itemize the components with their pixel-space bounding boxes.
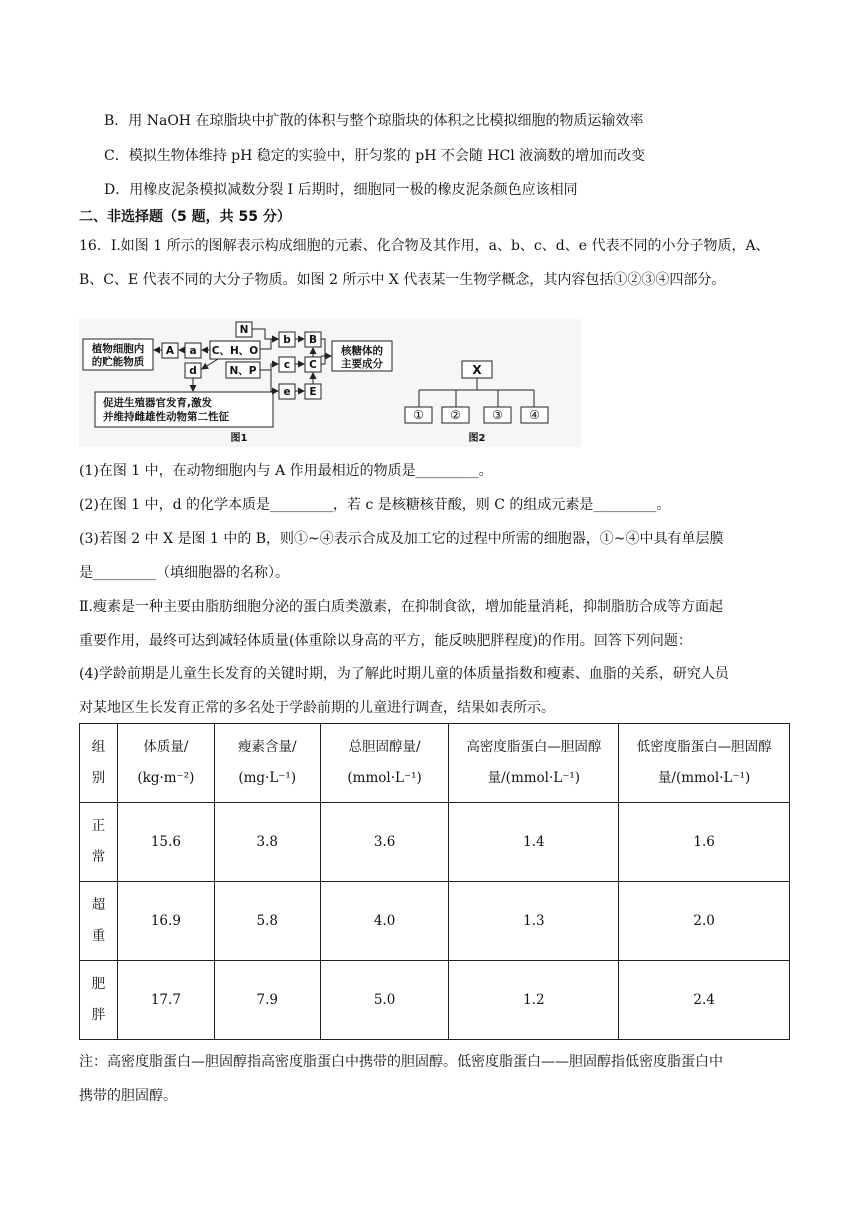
node-CHO: C、H、O — [211, 345, 259, 357]
group-cell: 超 重 — [80, 882, 118, 961]
header-ldl: 低密度脂蛋白—胆固醇 量/(mmol·L⁻¹) — [619, 724, 790, 803]
value-cell: 17.7 — [117, 961, 214, 1040]
q16-part3-line1: (3)若图 2 中 X 是图 1 中的 B，则①~④表示合成及加工它的过程中所需的细胞器，①~④中具有单层膜 — [79, 531, 724, 547]
node-NP: N、P — [229, 365, 257, 377]
node-c: c — [283, 359, 291, 371]
hormone-label-line2: 并维持雌雄性动物第二性征 — [103, 411, 229, 423]
table-note-line1: 注：高密度脂蛋白—胆固醇指高密度脂蛋白中携带的胆固醇。低密度脂蛋白——胆固醇指低密度脂蛋白中 — [79, 1054, 723, 1070]
value-cell: 4.0 — [320, 882, 449, 961]
figure2-caption: 图2 — [468, 433, 486, 444]
hormone-label-line1: 促进生殖器官发育,激发 — [103, 397, 212, 409]
q16-part4-line1: (4)学龄前期是儿童生长发育的关键时期，为了解此时期儿童的体质量指数和瘦素、血脂的关系，研究人员 — [79, 666, 729, 682]
node-d: d — [189, 365, 197, 377]
q16-part4-line2: 对某地区生长发育正常的多名处于学龄前期的儿童进行调查，结果如表所示。 — [79, 700, 555, 716]
header-hdl: 高密度脂蛋白—胆固醇 量/(mmol·L⁻¹) — [449, 724, 619, 803]
header-leptin: 瘦素含量/ (mg·L⁻¹) — [214, 724, 320, 803]
q16-intro-line1: 16．I.如图 1 所示的图解表示构成细胞的元素、化合物及其作用，a、b、c、d、e 代表不同的小分子物质，A、 — [79, 238, 770, 254]
storage-label-line1: 植物细胞内 — [91, 343, 145, 355]
value-cell: 5.8 — [214, 882, 320, 961]
q16-part1: (1)在图 1 中，在动物细胞内与 A 作用最相近的物质是_________。 — [79, 463, 493, 479]
table-row — [80, 961, 790, 1040]
value-cell: 1.4 — [449, 803, 619, 882]
option-b: B．用 NaOH 在琼脂块中扩散的体积与整个琼脂块的体积之比模拟细胞的物质运输效率 — [104, 113, 644, 129]
value-cell: 2.4 — [619, 961, 790, 1040]
node-1: ① — [413, 408, 424, 422]
value-cell: 5.0 — [320, 961, 449, 1040]
value-cell: 1.2 — [449, 961, 619, 1040]
table-row — [80, 882, 790, 961]
node-2: ② — [450, 408, 461, 422]
survey-table — [79, 723, 790, 1040]
node-E: E — [309, 386, 317, 398]
group-cell: 肥 胖 — [80, 961, 118, 1040]
q16-part3-line2: 是_________（填细胞器的名称）。 — [79, 565, 289, 581]
group-cell: 正 常 — [80, 803, 118, 882]
node-C: C — [309, 359, 317, 371]
q16-intro-line2: B、C、E 代表不同的大分子物质。如图 2 所示中 X 代表某一生物学概念，其内容包括①②③④四部分。 — [79, 272, 726, 288]
node-N: N — [239, 324, 249, 336]
header-total-cholesterol: 总胆固醇量/ (mmol·L⁻¹) — [320, 724, 449, 803]
section-title: 二、非选择题（5 题，共 55 分） — [79, 209, 291, 225]
table-row — [80, 803, 790, 882]
value-cell: 1.6 — [619, 803, 790, 882]
table-note-line2: 携带的胆固醇。 — [79, 1088, 177, 1104]
part2-intro-line1: Ⅱ.瘦素是一种主要由脂肪细胞分泌的蛋白质类激素，在抑制食欲，增加能量消耗，抑制脂肪合成等方面起 — [79, 599, 723, 615]
figure1-caption: 图1 — [230, 433, 248, 444]
node-4: ④ — [529, 408, 540, 422]
part2-intro-line2: 重要作用，最终可达到减轻体质量(体重除以身高的平方，能反映肥胖程度)的作用。回答下列问题： — [79, 633, 692, 649]
value-cell: 15.6 — [117, 803, 214, 882]
node-X: X — [472, 363, 482, 377]
value-cell: 7.9 — [214, 961, 320, 1040]
storage-label-line2: 的贮能物质 — [91, 356, 145, 368]
header-group: 组 别 — [80, 724, 118, 803]
value-cell: 1.3 — [449, 882, 619, 961]
header-bmi: 体质量/ (kg·m⁻²) — [117, 724, 214, 803]
node-B: B — [308, 334, 318, 346]
ribosome-label-line1: 核糖体的 — [341, 345, 383, 357]
value-cell: 3.6 — [320, 803, 449, 882]
node-e: e — [283, 386, 291, 398]
table-header-row — [80, 724, 790, 803]
option-c: C．模拟生物体维持 pH 稳定的实验中，肝匀浆的 pH 不会随 HCl 液滴数的增加而改变 — [104, 148, 646, 164]
node-a: a — [189, 345, 197, 357]
value-cell: 2.0 — [619, 882, 790, 961]
value-cell: 3.8 — [214, 803, 320, 882]
node-A: A — [165, 345, 175, 357]
option-d: D．用橡皮泥条模拟减数分裂 I 后期时，细胞同一极的橡皮泥条颜色应该相同 — [104, 182, 578, 198]
figure-diagrams — [79, 319, 581, 447]
value-cell: 16.9 — [117, 882, 214, 961]
node-3: ③ — [492, 408, 503, 422]
q16-part2: (2)在图 1 中，d 的化学本质是_________，若 c 是核糖核苷酸，则 C 的组成元素是_________。 — [79, 497, 671, 513]
node-b: b — [283, 334, 291, 346]
ribosome-label-line2: 主要成分 — [341, 358, 383, 370]
